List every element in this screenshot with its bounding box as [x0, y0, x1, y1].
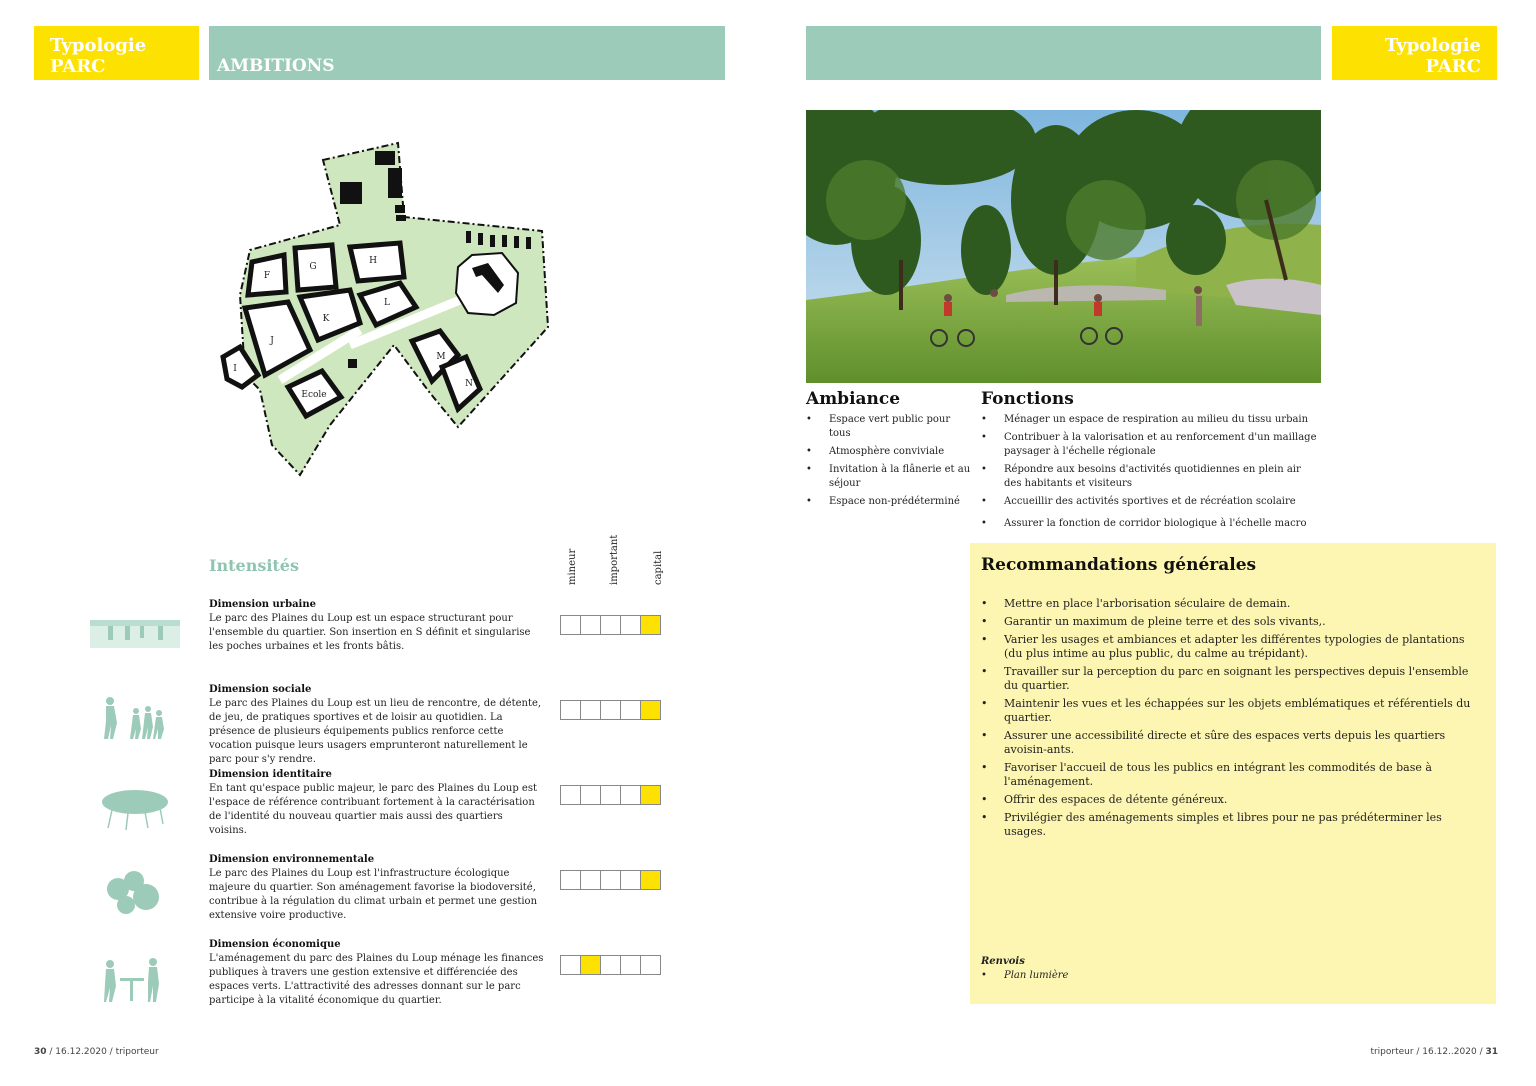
list-item: • Plan lumière — [981, 969, 1281, 983]
list-item: • Atmosphère conviviale — [806, 445, 971, 459]
list-item: • Travailler sur la perception du parc en soignant les perspectives depuis l'ensemble du quartier. — [981, 665, 1481, 693]
map-label-m: M — [436, 352, 446, 362]
identity-icon — [100, 786, 170, 831]
recommendations-box — [970, 543, 1496, 1004]
right-header-bar — [806, 26, 1321, 80]
fonctions-list — [981, 413, 1321, 531]
map-label-n: N — [465, 379, 473, 389]
section-title: AMBITIONS — [217, 56, 335, 76]
list-item: • Privilégier des aménagements simples et libres pour ne pas prédéterminer les usages. — [981, 811, 1481, 839]
dimension-title: Dimension sociale — [209, 684, 312, 695]
list-item: • Invitation à la flânerie et au séjour — [806, 463, 971, 491]
dimension-title: Dimension identitaire — [209, 769, 332, 780]
intensity-scale-urbaine — [561, 615, 661, 635]
ambitions-header-bar — [209, 26, 725, 80]
page-number-right: 31 — [1485, 1047, 1498, 1057]
map-label-k: K — [322, 314, 330, 324]
urban-icon — [90, 608, 185, 668]
list-item: • Garantir un maximum de pleine terre et des sols vivants,. — [981, 615, 1481, 629]
map-label-h: H — [369, 256, 377, 266]
intensity-scale-environnementale — [561, 870, 661, 890]
list-item: • Ménager un espace de respiration au milieu du tissu urbain — [981, 413, 1321, 427]
ambiance-title: Ambiance — [806, 389, 901, 409]
typology-tag-line2: PARC — [50, 56, 106, 77]
typology-tag-left — [34, 26, 199, 80]
typology-tag-line2: PARC — [1425, 56, 1481, 77]
list-item: • Favoriser l'accueil de tous les publics en intégrant les commodités de base à l'aménagement. — [981, 761, 1481, 789]
typology-tag-right — [1332, 26, 1497, 80]
intensity-scale-economique — [561, 955, 661, 975]
footer-right-text: triporteur / 16.12..2020 / — [1370, 1047, 1486, 1057]
footer-left — [34, 1047, 159, 1057]
list-item: • Assurer la fonction de corridor biologique à l'échelle macro — [981, 517, 1321, 531]
footer-left-text: / 16.12.2020 / triporteur — [46, 1047, 159, 1057]
ambiance-list — [806, 413, 971, 509]
recommendations-list — [981, 597, 1481, 839]
list-item: • Contribuer à la valorisation et au renforcement d'un maillage paysager à l'échelle régionale — [981, 431, 1321, 459]
recommendations-title: Recommandations générales — [981, 555, 1257, 575]
renvois-list — [981, 969, 1281, 983]
map-label-l: L — [384, 298, 390, 308]
dimension-text: Le parc des Plaines du Loup est un espace structurant pour l'ensemble du quartier. Son insertion en S définit et singularise les poches urbaines et les fronts bâtis. — [209, 613, 531, 652]
dimension-text: En tant qu'espace public majeur, le parc des Plaines du Loup est l'espace de référence contribuant fortement à la caractérisation de l'identité du nouveau quartier mais aussi des quartiers voisins. — [209, 783, 537, 836]
list-item: • Assurer une accessibilité directe et sûre des espaces verts depuis les quartiers avoisin-ants. — [981, 729, 1481, 757]
scale-label-important: important — [609, 534, 620, 585]
intensity-scale-sociale — [561, 700, 661, 720]
map-label-i: I — [233, 364, 237, 374]
tree-icon — [104, 867, 164, 917]
intensity-scale-identitaire — [561, 785, 661, 805]
list-item: • Répondre aux besoins d'activités quotidiennes en plein air des habitants et visiteurs — [981, 463, 1321, 491]
intensities-title: Intensités — [209, 556, 299, 575]
map-label-j: J — [270, 336, 274, 346]
dimension-title: Dimension urbaine — [209, 599, 316, 610]
cafe-icon — [102, 956, 162, 1006]
dimension-title: Dimension environnementale — [209, 854, 375, 865]
dimension-text: Le parc des Plaines du Loup est un lieu de rencontre, de détente, de jeu, de pratiques sportives et de loisir au quotidien. La présence de plusieurs équipements publics renforce cette vocation puisque leurs usagers emprunteront naturellement le parc pour s'y rendre. — [209, 698, 542, 765]
footer-right — [1370, 1047, 1498, 1057]
dimension-text: Le parc des Plaines du Loup est l'infrastructure écologique majeure du quartier. Son aménagement favorise la biodoversité, contribue à la régulation du climat urbain et permet une gestion extensive voire productive. — [209, 868, 538, 921]
list-item: • Offrir des espaces de détente généreux. — [981, 793, 1481, 807]
dimension-title: Dimension économique — [209, 939, 341, 950]
list-item: • Maintenir les vues et les échappées sur les objets emblématiques et référentiels du quartier. — [981, 697, 1481, 725]
list-item: • Espace vert public pour tous — [806, 413, 971, 441]
map-label-f: F — [263, 271, 271, 281]
site-plan-map — [210, 135, 560, 480]
page-number-left: 30 — [34, 1047, 47, 1057]
list-item: • Accueillir des activités sportives et de récréation scolaire — [981, 495, 1321, 509]
map-label-ecole: Ecole — [301, 390, 327, 400]
fonctions-title: Fonctions — [981, 389, 1074, 409]
scale-label-mineur: mineur — [567, 548, 578, 585]
list-item: • Espace non-prédéterminé — [806, 495, 971, 509]
typology-tag-line1: Typologie — [50, 35, 147, 56]
dimension-text: L'aménagement du parc des Plaines du Loup ménage les finances publiques à travers une gestion extensive et différenciée des espaces verts. L'attractivité des adresses donnant sur le parc participe à la vitalité économique du quartier. — [209, 953, 544, 1006]
people-icon — [102, 695, 167, 740]
scale-label-capital: capital — [653, 550, 664, 585]
park-photo — [806, 110, 1321, 383]
map-label-g: G — [309, 262, 317, 272]
typology-tag-line1: Typologie — [1384, 35, 1481, 56]
renvois-title: Renvois — [981, 956, 1025, 967]
list-item: • Varier les usages et ambiances et adapter les différentes typologies de plantations (du plus intime au plus public, du calme au trépidant). — [981, 633, 1481, 661]
list-item: • Mettre en place l'arborisation séculaire de demain. — [981, 597, 1481, 611]
